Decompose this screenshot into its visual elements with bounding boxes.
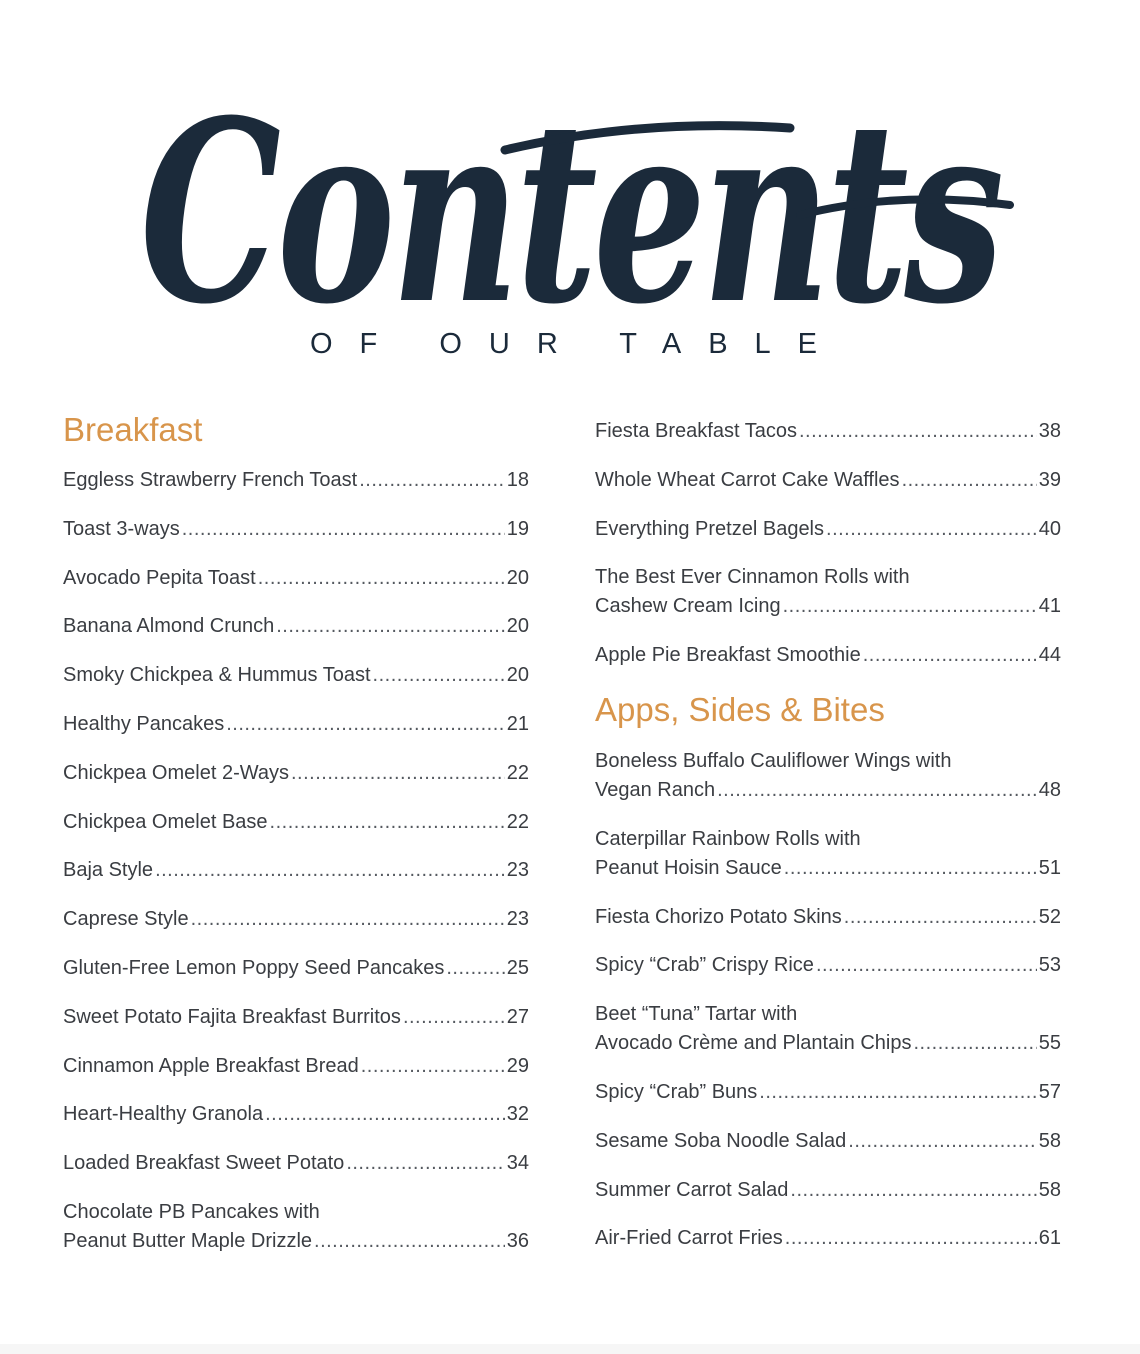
toc-entry [595, 641, 1061, 670]
dot-leader [359, 466, 505, 495]
toc-entry-title: Chickpea Omelet 2-Ways [63, 761, 289, 784]
toc-page-number: 55 [1038, 1032, 1061, 1055]
dot-leader [346, 1149, 504, 1178]
toc-page-number: 41 [1038, 595, 1061, 618]
toc-entry-title-line1: Chocolate PB Pancakes with [63, 1200, 320, 1223]
toc-page-number: 58 [1038, 1178, 1061, 1201]
toc-entry-title-line1: The Best Ever Cinnamon Rolls with [595, 566, 910, 589]
toc-entry-title: Healthy Pancakes [63, 712, 225, 735]
title-text: Contents [140, 65, 1001, 359]
toc-page-number: 39 [1038, 468, 1061, 491]
toc-page-number: 53 [1038, 954, 1061, 977]
toc-entry-title: Spicy “Crab” Buns [595, 1080, 758, 1103]
dot-leader [276, 612, 505, 641]
dot-leader [863, 641, 1037, 670]
toc-entry [63, 612, 529, 641]
dot-leader [759, 1078, 1036, 1107]
toc-entry [595, 417, 1061, 446]
toc-entry [595, 747, 1061, 805]
dot-leader [790, 1176, 1036, 1205]
dot-leader [226, 710, 505, 739]
toc-entry [595, 951, 1061, 980]
toc-page-number: 44 [1038, 644, 1061, 667]
toc-entry [63, 954, 529, 983]
toc-page-number: 25 [506, 956, 529, 979]
dot-leader [785, 1224, 1037, 1253]
dot-leader [361, 1052, 505, 1081]
toc-entry-title: Smoky Chickpea & Hummus Toast [63, 664, 371, 687]
dot-leader [314, 1227, 505, 1256]
toc-page-number: 52 [1038, 905, 1061, 928]
toc-entry [595, 903, 1061, 932]
toc-entry [595, 466, 1061, 495]
toc-entry-title: Cashew Cream Icing [595, 595, 781, 618]
toc-entry-title: Peanut Hoisin Sauce [595, 856, 782, 879]
toc-entry-title: Eggless Strawberry French Toast [63, 469, 358, 491]
page-bottom-edge [0, 1344, 1140, 1354]
toc-entry [63, 1052, 529, 1081]
dot-leader [799, 417, 1037, 446]
dot-leader [403, 1003, 505, 1032]
toc-entry-title: Avocado Crème and Plantain Chips [595, 1032, 912, 1055]
toc-entry [63, 1149, 529, 1178]
dot-leader [816, 951, 1037, 980]
toc-page-number: 36 [506, 1229, 529, 1252]
dot-leader [844, 903, 1037, 932]
toc-entry-title: Gluten-Free Lemon Poppy Seed Pancakes [63, 956, 445, 979]
toc-page-number: 20 [506, 566, 529, 589]
toc-entry-title: Air-Fried Carrot Fries [595, 1227, 783, 1250]
toc-entry-title: Heart-Healthy Granola [63, 1103, 264, 1126]
dot-leader [848, 1127, 1036, 1156]
toc-entry [63, 1100, 529, 1129]
toc-page-number: 23 [506, 908, 529, 931]
toc-entry-title: Apple Pie Breakfast Smoothie [595, 644, 861, 667]
toc-page-number: 40 [1038, 517, 1061, 540]
toc-entry [63, 564, 529, 593]
toc-entry-title: Peanut Butter Maple Drizzle [63, 1229, 313, 1252]
toc-page-number: 48 [1038, 778, 1061, 801]
toc-page-number: 21 [506, 712, 529, 735]
page-title [0, 0, 1140, 380]
toc-page-number: 34 [506, 1152, 529, 1175]
toc-entry-title: Everything Pretzel Bagels [595, 517, 825, 540]
dot-leader [155, 856, 505, 885]
dot-leader [265, 1100, 505, 1129]
toc-entry-title-line1: Boneless Buffalo Cauliflower Wings with [595, 749, 952, 772]
dot-leader [446, 954, 504, 983]
toc-page-number: 23 [506, 859, 529, 882]
toc-page-number: 22 [506, 810, 529, 833]
toc-entry-title: Baja Style [63, 859, 154, 882]
toc-page-number: 19 [506, 517, 529, 540]
toc-entry-title-line1: Beet “Tuna” Tartar with [595, 1003, 798, 1026]
toc-page-number: 61 [1038, 1227, 1061, 1250]
toc-page-number: 38 [1038, 420, 1061, 442]
toc-entry [63, 466, 529, 495]
toc-entry [595, 825, 1061, 883]
section-heading-apps-sides-bites: Apps, Sides & Bites [595, 690, 885, 728]
toc-entry [595, 1078, 1061, 1107]
toc-entry-title: Cinnamon Apple Breakfast Bread [63, 1054, 359, 1077]
toc-entry [595, 515, 1061, 544]
toc-column-left [63, 410, 529, 1276]
toc-entry [63, 905, 529, 934]
dot-leader [258, 564, 505, 593]
toc-page-number: 29 [506, 1054, 529, 1077]
toc-page-number: 58 [1038, 1129, 1061, 1152]
dot-leader [913, 1029, 1036, 1058]
toc-entry-title: Banana Almond Crunch [63, 615, 275, 638]
toc-entry-title: Vegan Ranch [595, 778, 716, 801]
toc-entry [595, 1127, 1061, 1156]
toc-entry-title: Whole Wheat Carrot Cake Waffles [595, 468, 900, 491]
dot-leader [291, 759, 505, 788]
toc-page-number: 20 [506, 615, 529, 638]
toc-entry [63, 1003, 529, 1032]
toc-page-number: 18 [506, 469, 529, 491]
dot-leader [783, 592, 1037, 621]
toc-entry-title: Fiesta Breakfast Tacos [595, 420, 797, 442]
toc-page-number: 22 [506, 761, 529, 784]
section-heading-breakfast: Breakfast [63, 411, 203, 448]
toc-page-number: 57 [1038, 1080, 1061, 1103]
dot-leader [784, 854, 1037, 883]
toc-entry [63, 710, 529, 739]
toc-entry-title: Chickpea Omelet Base [63, 810, 268, 833]
toc-entry-title: Caprese Style [63, 908, 189, 931]
dot-leader [902, 466, 1037, 495]
subtitle: OF OUR TABLE [309, 328, 845, 360]
toc-entry-title: Loaded Breakfast Sweet Potato [63, 1152, 345, 1175]
dot-leader [270, 808, 505, 837]
toc-entry [595, 1176, 1061, 1205]
toc-entry [63, 1198, 529, 1256]
toc-entry [63, 808, 529, 837]
toc-entry [595, 563, 1061, 621]
toc-column-right [595, 417, 1061, 1273]
toc-entry-title: Sesame Soba Noodle Salad [595, 1129, 847, 1152]
toc-entry [63, 515, 529, 544]
toc-entry-title: Fiesta Chorizo Potato Skins [595, 905, 842, 928]
toc-entry [63, 759, 529, 788]
dot-leader [182, 515, 505, 544]
toc-page-number: 20 [506, 664, 529, 687]
toc-entry [63, 856, 529, 885]
toc-page-number: 32 [506, 1103, 529, 1126]
toc-page-number: 51 [1038, 856, 1061, 879]
toc-entry [595, 1224, 1061, 1253]
toc-entry-title: Spicy “Crab” Crispy Rice [595, 954, 814, 977]
toc-entry-title-line1: Caterpillar Rainbow Rolls with [595, 827, 861, 850]
dot-leader [826, 515, 1037, 544]
toc-entry [595, 1000, 1061, 1058]
toc-entry-title: Summer Carrot Salad [595, 1178, 789, 1201]
toc-entry-title: Toast 3-ways [63, 517, 180, 540]
toc-page-number: 27 [506, 1005, 529, 1028]
toc-entry-title: Avocado Pepita Toast [63, 566, 256, 589]
dot-leader [373, 661, 505, 690]
dot-leader [191, 905, 505, 934]
dot-leader [717, 776, 1037, 805]
toc-entry-title: Sweet Potato Fajita Breakfast Burritos [63, 1005, 401, 1028]
contents-script-title [0, 0, 1140, 380]
toc-entry [63, 661, 529, 690]
